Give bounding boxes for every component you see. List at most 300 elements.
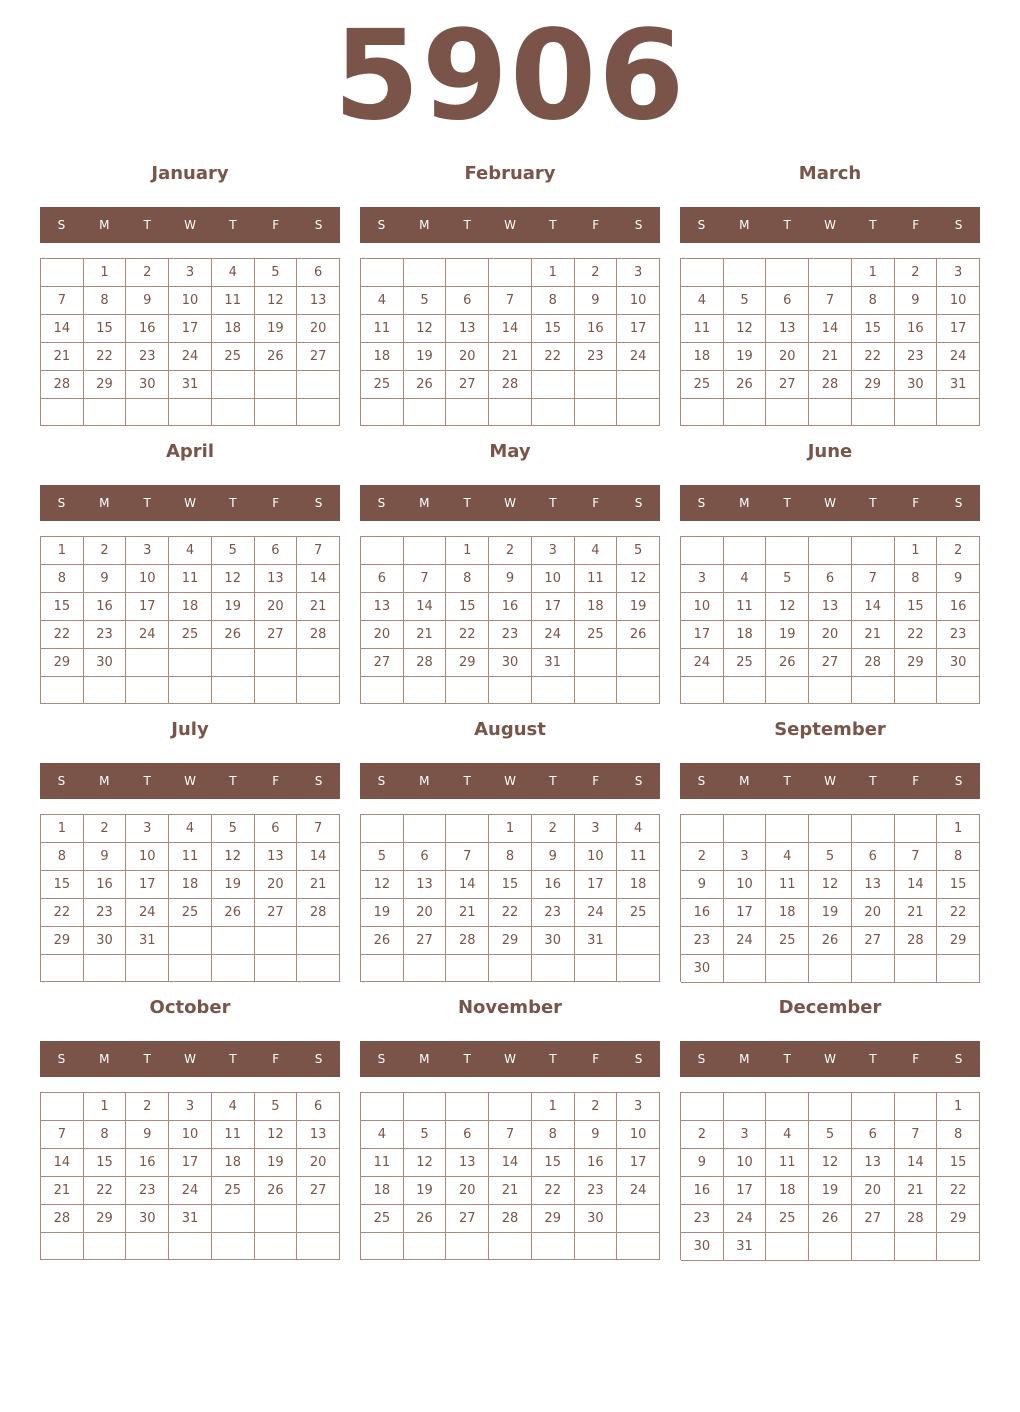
empty-cell: [809, 815, 852, 843]
weekday-label: T: [783, 1052, 791, 1066]
day-cell: 9: [84, 565, 127, 593]
day-cell: 6: [446, 1121, 489, 1149]
day-cell: 25: [766, 927, 809, 955]
empty-cell: [361, 399, 404, 426]
day-cell: 15: [41, 871, 84, 899]
day-cell: 1: [446, 537, 489, 565]
day-cell: 15: [532, 315, 575, 343]
day-cell: 30: [84, 649, 127, 677]
day-cell: 19: [361, 899, 404, 927]
empty-cell: [852, 677, 895, 704]
empty-cell: [575, 371, 618, 399]
day-cell: 14: [489, 315, 532, 343]
day-cell: 7: [809, 287, 852, 315]
day-cell: 15: [41, 593, 84, 621]
empty-cell: [84, 677, 127, 704]
weekday-label: S: [57, 774, 66, 788]
weekday-label: F: [912, 774, 920, 788]
weekday-label: F: [912, 1052, 920, 1066]
empty-cell: [575, 649, 618, 677]
empty-cell: [361, 259, 404, 287]
weekday-label: M: [99, 774, 110, 788]
weekday-label: W: [824, 774, 836, 788]
day-cell: 18: [617, 871, 660, 899]
empty-cell: [446, 259, 489, 287]
empty-cell: [212, 1233, 255, 1260]
empty-cell: [255, 927, 298, 955]
day-cell: 11: [169, 565, 212, 593]
weekday-label: T: [869, 218, 877, 232]
day-cell: 13: [404, 871, 447, 899]
empty-cell: [766, 259, 809, 287]
weekday-label: T: [143, 496, 151, 510]
day-cell: 21: [297, 593, 340, 621]
empty-cell: [852, 1093, 895, 1121]
empty-cell: [212, 399, 255, 426]
day-cell: 24: [937, 343, 980, 371]
day-cell: 19: [404, 1177, 447, 1205]
day-cell: 15: [937, 871, 980, 899]
weekday-header: [40, 485, 340, 521]
empty-cell: [724, 955, 767, 983]
empty-cell: [255, 399, 298, 426]
day-cell: 30: [84, 927, 127, 955]
weekday-label: S: [954, 1052, 963, 1066]
day-cell: 11: [766, 871, 809, 899]
year-title: 5906: [333, 4, 687, 148]
day-cell: 14: [297, 565, 340, 593]
day-cell: 16: [681, 1177, 724, 1205]
empty-cell: [681, 1093, 724, 1121]
weekday-label: T: [143, 774, 151, 788]
weekday-label: W: [824, 218, 836, 232]
empty-cell: [446, 1093, 489, 1121]
day-cell: 21: [446, 899, 489, 927]
day-cell: 31: [937, 371, 980, 399]
empty-cell: [489, 1093, 532, 1121]
day-cell: 10: [617, 287, 660, 315]
day-cell: 4: [212, 1093, 255, 1121]
day-cell: 30: [937, 649, 980, 677]
day-cell: 27: [809, 649, 852, 677]
day-cell: 4: [212, 259, 255, 287]
day-cell: 7: [41, 287, 84, 315]
empty-cell: [809, 1093, 852, 1121]
day-cell: 30: [575, 1205, 618, 1233]
day-cell: 1: [895, 537, 938, 565]
weekday-label: M: [739, 774, 750, 788]
day-cell: 29: [84, 371, 127, 399]
empty-cell: [617, 371, 660, 399]
day-cell: 2: [84, 537, 127, 565]
day-grid: [680, 814, 980, 982]
day-cell: 11: [681, 315, 724, 343]
day-cell: 20: [404, 899, 447, 927]
day-cell: 1: [84, 1093, 127, 1121]
empty-cell: [681, 677, 724, 704]
day-cell: 27: [446, 1205, 489, 1233]
day-cell: 1: [937, 1093, 980, 1121]
day-cell: 30: [126, 1205, 169, 1233]
day-cell: 10: [126, 843, 169, 871]
day-cell: 5: [255, 259, 298, 287]
day-cell: 20: [297, 315, 340, 343]
day-cell: 16: [489, 593, 532, 621]
weekday-label: S: [57, 1052, 66, 1066]
empty-cell: [724, 537, 767, 565]
empty-cell: [489, 677, 532, 704]
day-cell: 25: [681, 371, 724, 399]
weekday-label: S: [634, 1052, 643, 1066]
empty-cell: [446, 1233, 489, 1260]
day-cell: 13: [297, 287, 340, 315]
day-cell: 23: [126, 343, 169, 371]
empty-cell: [575, 955, 618, 982]
day-cell: 8: [937, 1121, 980, 1149]
day-cell: 12: [617, 565, 660, 593]
day-cell: 22: [41, 899, 84, 927]
day-cell: 22: [84, 343, 127, 371]
day-cell: 16: [681, 899, 724, 927]
day-cell: 13: [766, 315, 809, 343]
empty-cell: [681, 399, 724, 426]
weekday-label: T: [463, 1052, 471, 1066]
day-cell: 2: [489, 537, 532, 565]
day-cell: 11: [361, 315, 404, 343]
day-cell: 11: [617, 843, 660, 871]
month-name: December: [778, 997, 882, 1018]
day-cell: 17: [724, 1177, 767, 1205]
day-cell: 10: [126, 565, 169, 593]
day-cell: 22: [852, 343, 895, 371]
day-cell: 26: [212, 899, 255, 927]
day-cell: 7: [489, 1121, 532, 1149]
day-cell: 2: [937, 537, 980, 565]
day-cell: 23: [575, 343, 618, 371]
empty-cell: [937, 677, 980, 704]
day-cell: 23: [937, 621, 980, 649]
day-cell: 16: [126, 1149, 169, 1177]
day-cell: 2: [895, 259, 938, 287]
day-cell: 23: [895, 343, 938, 371]
day-cell: 2: [575, 259, 618, 287]
day-cell: 29: [489, 927, 532, 955]
month-name: March: [798, 163, 862, 184]
day-cell: 29: [84, 1205, 127, 1233]
day-cell: 17: [126, 871, 169, 899]
day-cell: 18: [724, 621, 767, 649]
day-cell: 24: [532, 621, 575, 649]
day-cell: 29: [937, 1205, 980, 1233]
weekday-label: M: [739, 496, 750, 510]
day-grid: [40, 258, 340, 426]
day-cell: 12: [724, 315, 767, 343]
day-cell: 8: [852, 287, 895, 315]
day-cell: 12: [361, 871, 404, 899]
day-cell: 15: [446, 593, 489, 621]
day-cell: 27: [255, 899, 298, 927]
day-cell: 5: [809, 1121, 852, 1149]
day-grid: [680, 1092, 980, 1260]
day-cell: 14: [297, 843, 340, 871]
weekday-label: M: [99, 218, 110, 232]
empty-cell: [212, 649, 255, 677]
weekday-label: M: [419, 496, 430, 510]
weekday-header: [360, 207, 660, 243]
empty-cell: [255, 371, 298, 399]
day-cell: 22: [532, 343, 575, 371]
day-cell: 20: [809, 621, 852, 649]
day-cell: 23: [126, 1177, 169, 1205]
day-cell: 17: [169, 315, 212, 343]
day-cell: 4: [766, 1121, 809, 1149]
weekday-header: [680, 207, 980, 243]
day-cell: 25: [212, 343, 255, 371]
weekday-label: S: [57, 496, 66, 510]
weekday-label: T: [549, 1052, 557, 1066]
weekday-label: T: [869, 774, 877, 788]
weekday-label: T: [229, 218, 237, 232]
weekday-label: W: [504, 218, 516, 232]
day-cell: 8: [84, 287, 127, 315]
empty-cell: [937, 399, 980, 426]
day-cell: 17: [724, 899, 767, 927]
day-cell: 4: [361, 287, 404, 315]
day-cell: 20: [297, 1149, 340, 1177]
day-cell: 3: [126, 537, 169, 565]
day-cell: 18: [169, 871, 212, 899]
day-cell: 5: [724, 287, 767, 315]
empty-cell: [361, 955, 404, 982]
day-cell: 28: [489, 1205, 532, 1233]
day-cell: 11: [212, 1121, 255, 1149]
day-cell: 7: [895, 1121, 938, 1149]
empty-cell: [937, 955, 980, 983]
day-cell: 12: [212, 843, 255, 871]
day-cell: 27: [255, 621, 298, 649]
day-cell: 7: [297, 537, 340, 565]
day-cell: 26: [766, 649, 809, 677]
empty-cell: [681, 537, 724, 565]
day-cell: 21: [41, 1177, 84, 1205]
empty-cell: [41, 677, 84, 704]
day-grid: [40, 814, 340, 982]
day-cell: 14: [446, 871, 489, 899]
day-cell: 14: [41, 315, 84, 343]
weekday-label: W: [504, 496, 516, 510]
day-cell: 28: [404, 649, 447, 677]
weekday-label: S: [697, 774, 706, 788]
day-cell: 16: [84, 871, 127, 899]
weekday-label: M: [419, 218, 430, 232]
day-cell: 23: [575, 1177, 618, 1205]
day-cell: 28: [41, 371, 84, 399]
day-cell: 30: [681, 955, 724, 983]
day-cell: 14: [852, 593, 895, 621]
day-cell: 16: [126, 315, 169, 343]
day-cell: 3: [724, 1121, 767, 1149]
day-cell: 21: [852, 621, 895, 649]
empty-cell: [852, 537, 895, 565]
day-cell: 23: [489, 621, 532, 649]
empty-cell: [255, 677, 298, 704]
day-cell: 15: [84, 315, 127, 343]
empty-cell: [617, 677, 660, 704]
day-cell: 8: [84, 1121, 127, 1149]
day-cell: 15: [895, 593, 938, 621]
day-cell: 24: [724, 1205, 767, 1233]
day-cell: 14: [404, 593, 447, 621]
empty-cell: [297, 927, 340, 955]
day-cell: 20: [255, 593, 298, 621]
day-cell: 18: [681, 343, 724, 371]
day-cell: 9: [532, 843, 575, 871]
day-cell: 24: [126, 621, 169, 649]
day-cell: 9: [489, 565, 532, 593]
day-cell: 1: [84, 259, 127, 287]
day-cell: 8: [532, 287, 575, 315]
empty-cell: [446, 955, 489, 982]
day-cell: 1: [937, 815, 980, 843]
day-cell: 3: [169, 1093, 212, 1121]
day-cell: 19: [809, 899, 852, 927]
day-cell: 2: [84, 815, 127, 843]
month-name: June: [807, 441, 853, 462]
day-cell: 3: [937, 259, 980, 287]
day-cell: 25: [212, 1177, 255, 1205]
day-cell: 25: [617, 899, 660, 927]
weekday-label: T: [463, 496, 471, 510]
empty-cell: [41, 1093, 84, 1121]
weekday-header: [40, 207, 340, 243]
day-cell: 10: [169, 287, 212, 315]
empty-cell: [169, 1233, 212, 1260]
day-cell: 7: [852, 565, 895, 593]
empty-cell: [895, 399, 938, 426]
day-cell: 15: [852, 315, 895, 343]
day-cell: 25: [724, 649, 767, 677]
empty-cell: [532, 1233, 575, 1260]
empty-cell: [575, 399, 618, 426]
day-cell: 18: [212, 315, 255, 343]
weekday-label: S: [634, 218, 643, 232]
day-cell: 22: [937, 899, 980, 927]
day-cell: 29: [852, 371, 895, 399]
day-cell: 17: [617, 1149, 660, 1177]
empty-cell: [84, 1233, 127, 1260]
empty-cell: [404, 537, 447, 565]
day-cell: 10: [617, 1121, 660, 1149]
empty-cell: [681, 259, 724, 287]
day-cell: 22: [84, 1177, 127, 1205]
empty-cell: [895, 1093, 938, 1121]
day-cell: 30: [681, 1233, 724, 1261]
day-cell: 25: [169, 621, 212, 649]
weekday-label: S: [377, 496, 386, 510]
day-cell: 29: [895, 649, 938, 677]
day-cell: 20: [361, 621, 404, 649]
day-cell: 4: [724, 565, 767, 593]
weekday-label: T: [143, 218, 151, 232]
day-cell: 3: [617, 1093, 660, 1121]
day-cell: 11: [575, 565, 618, 593]
day-cell: 13: [852, 871, 895, 899]
weekday-label: S: [377, 1052, 386, 1066]
month-name: July: [171, 719, 209, 740]
day-cell: 5: [255, 1093, 298, 1121]
day-cell: 15: [532, 1149, 575, 1177]
empty-cell: [446, 815, 489, 843]
weekday-label: W: [824, 1052, 836, 1066]
empty-cell: [532, 399, 575, 426]
day-cell: 27: [297, 1177, 340, 1205]
day-cell: 22: [937, 1177, 980, 1205]
day-cell: 26: [361, 927, 404, 955]
month-name: September: [774, 719, 886, 740]
day-cell: 25: [169, 899, 212, 927]
day-cell: 6: [446, 287, 489, 315]
day-cell: 20: [446, 1177, 489, 1205]
empty-cell: [84, 399, 127, 426]
empty-cell: [852, 1233, 895, 1261]
day-grid: [680, 536, 980, 704]
day-cell: 9: [895, 287, 938, 315]
empty-cell: [404, 955, 447, 982]
weekday-label: T: [549, 496, 557, 510]
day-cell: 6: [766, 287, 809, 315]
day-cell: 16: [532, 871, 575, 899]
empty-cell: [404, 815, 447, 843]
weekday-label: T: [869, 1052, 877, 1066]
empty-cell: [766, 537, 809, 565]
weekday-label: T: [229, 496, 237, 510]
day-cell: 11: [724, 593, 767, 621]
weekday-header: [360, 485, 660, 521]
empty-cell: [937, 1233, 980, 1261]
day-cell: 7: [895, 843, 938, 871]
weekday-label: S: [634, 496, 643, 510]
empty-cell: [724, 677, 767, 704]
day-cell: 1: [41, 815, 84, 843]
empty-cell: [84, 955, 127, 982]
day-cell: 24: [169, 1177, 212, 1205]
weekday-label: T: [143, 1052, 151, 1066]
day-cell: 15: [489, 871, 532, 899]
empty-cell: [404, 677, 447, 704]
day-cell: 7: [404, 565, 447, 593]
day-cell: 27: [766, 371, 809, 399]
empty-cell: [41, 399, 84, 426]
weekday-header: [360, 1041, 660, 1077]
day-cell: 23: [84, 899, 127, 927]
day-cell: 29: [41, 927, 84, 955]
empty-cell: [212, 1205, 255, 1233]
weekday-label: F: [592, 496, 600, 510]
month-name: May: [489, 441, 531, 462]
day-cell: 27: [852, 927, 895, 955]
day-cell: 5: [766, 565, 809, 593]
day-cell: 25: [361, 371, 404, 399]
day-cell: 3: [575, 815, 618, 843]
day-cell: 24: [169, 343, 212, 371]
day-cell: 19: [255, 1149, 298, 1177]
day-cell: 3: [724, 843, 767, 871]
day-cell: 29: [446, 649, 489, 677]
empty-cell: [489, 1233, 532, 1260]
weekday-header: [40, 763, 340, 799]
empty-cell: [297, 677, 340, 704]
day-cell: 17: [532, 593, 575, 621]
